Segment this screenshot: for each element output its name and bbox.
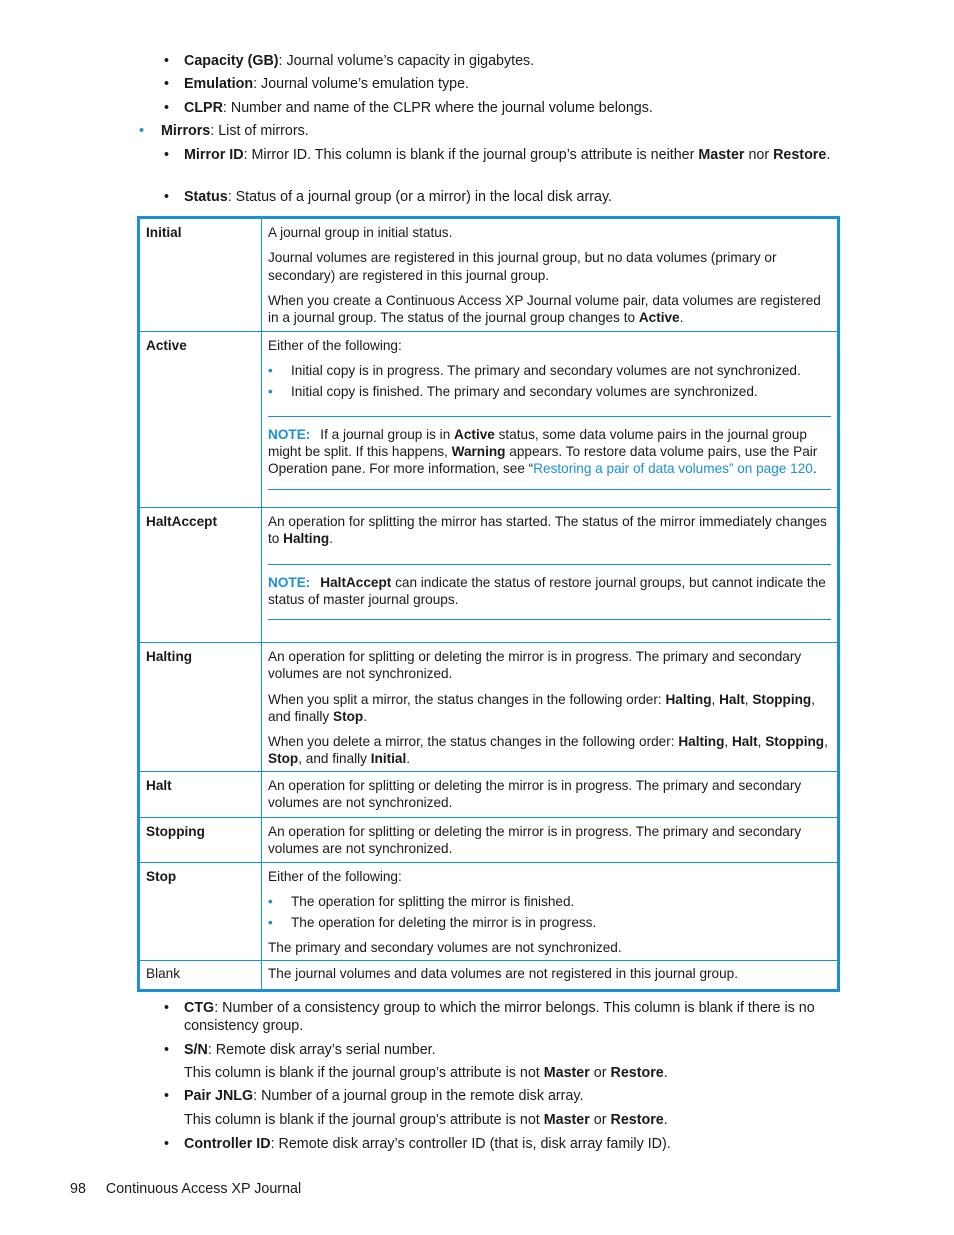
keyword: Halting bbox=[283, 531, 330, 547]
bullet-mirror-id bbox=[164, 146, 844, 164]
definition: : Journal volume’s capacity in gigabytes. bbox=[278, 53, 535, 69]
text: . bbox=[363, 708, 367, 724]
term: Controller ID bbox=[184, 1136, 271, 1152]
paragraph: An operation for splitting or deleting the mirror is in progress. The primary and secondary volumes are not synchronized. bbox=[268, 649, 802, 682]
paragraph: The journal volumes and data volumes are not registered in this journal group. bbox=[268, 966, 739, 981]
text: . bbox=[679, 310, 684, 325]
column-divider bbox=[261, 332, 262, 507]
bullet-clpr bbox=[164, 99, 844, 117]
paragraph: Either of the following: bbox=[268, 338, 402, 353]
bullet-dot: • bbox=[268, 894, 273, 910]
text: This column is blank if the journal group’s attribute is not bbox=[184, 1065, 544, 1081]
bullet-dot: • bbox=[164, 1000, 170, 1016]
definition: : Remote disk array’s controller ID (that is, disk array family ID). bbox=[270, 1136, 671, 1152]
note-label: NOTE: bbox=[268, 574, 311, 590]
text: appears. To restore data volume pairs, use the Pair Operation pane. For more information, see “ bbox=[268, 444, 818, 477]
status-description bbox=[268, 868, 831, 964]
text: Initial copy is finished. The primary and secondary volumes are synchronized. bbox=[291, 383, 758, 399]
paragraph: An operation for splitting or deleting the mirror is in progress. The primary and secondary volumes are not synchronized. bbox=[268, 778, 802, 811]
bullet-dot: • bbox=[164, 147, 170, 163]
status-name: HaltAccept bbox=[146, 514, 218, 529]
bullet-ctg bbox=[164, 999, 844, 1036]
text: When you create a Continuous Access XP Journal volume pair, data volumes are registered in a journal group. The status of the journal group changes to bbox=[268, 292, 821, 325]
definition: : Number of a consistency group to which the mirror belongs. This column is blank if there is no consistency group. bbox=[184, 1000, 815, 1035]
paragraph: Journal volumes are registered in this journal group, but no data volumes (primary or secondary) are registered in this journal group. bbox=[268, 250, 777, 283]
bullet-dot: • bbox=[164, 189, 170, 205]
note-box bbox=[268, 416, 831, 490]
text: , bbox=[711, 691, 720, 707]
status-name: Halt bbox=[146, 778, 172, 793]
status-description bbox=[268, 513, 831, 620]
table-row-initial bbox=[140, 219, 837, 332]
paragraph bbox=[268, 292, 831, 327]
definition: : Status of a journal group (or a mirror) in the local disk array. bbox=[227, 189, 613, 205]
column-divider bbox=[261, 643, 262, 771]
sn-note bbox=[184, 1064, 844, 1082]
keyword: HaltAccept bbox=[320, 574, 392, 590]
status-name: Blank bbox=[146, 966, 181, 981]
status-name: Halting bbox=[146, 649, 193, 664]
bullet-dot: • bbox=[164, 100, 170, 116]
table-row-stop bbox=[140, 863, 837, 961]
definition: : Mirror ID. This column is blank if the journal group’s attribute is neither bbox=[243, 147, 699, 163]
keyword: Stop bbox=[333, 708, 364, 724]
definition: : List of mirrors. bbox=[210, 123, 309, 139]
keyword: Halt bbox=[719, 691, 745, 707]
text: This column is blank if the journal group’s attribute is not bbox=[184, 1112, 544, 1128]
bullet-dot: • bbox=[164, 1136, 170, 1152]
text: can indicate the status of restore journal groups, but cannot indicate the status of master journal groups. bbox=[268, 574, 826, 607]
keyword: Stop bbox=[268, 751, 299, 767]
page-number: 98 bbox=[70, 1181, 86, 1197]
table-row-blank bbox=[140, 961, 837, 989]
bullet-dot: • bbox=[268, 914, 273, 930]
keyword: Halt bbox=[731, 734, 758, 749]
term: Emulation bbox=[184, 76, 254, 92]
text: , and finally bbox=[268, 691, 816, 724]
keyword: Warning bbox=[451, 444, 506, 459]
keyword: Master bbox=[543, 1065, 590, 1081]
paragraph bbox=[268, 691, 831, 726]
bullet-dot: • bbox=[268, 383, 273, 399]
text: , and finally bbox=[298, 751, 371, 767]
table-row-haltaccept bbox=[140, 508, 837, 643]
table-row-halting bbox=[140, 643, 837, 772]
column-divider bbox=[261, 508, 262, 642]
paragraph: The primary and secondary volumes are not synchronized. bbox=[268, 939, 622, 955]
bullet-emulation bbox=[164, 75, 844, 93]
text: The operation for deleting the mirror is in progress. bbox=[291, 914, 597, 930]
status-description bbox=[268, 823, 831, 866]
status-name: Active bbox=[146, 338, 187, 353]
text: , bbox=[744, 691, 753, 707]
text: When you split a mirror, the status changes in the following order: bbox=[268, 691, 666, 707]
definition: : Number and name of the CLPR where the journal volume belongs. bbox=[222, 100, 653, 116]
note-label: NOTE: bbox=[268, 426, 311, 442]
status-description bbox=[268, 777, 831, 820]
keyword: Master bbox=[698, 147, 745, 163]
bullet-dot: • bbox=[268, 363, 273, 379]
text: , bbox=[824, 734, 828, 749]
keyword: Stopping bbox=[765, 734, 825, 749]
text: . bbox=[663, 1065, 668, 1081]
table-row-stopping bbox=[140, 818, 837, 863]
term: Mirrors bbox=[161, 123, 211, 139]
status-name: Stop bbox=[146, 869, 177, 884]
pair-jnlg-note bbox=[184, 1111, 844, 1129]
term: S/N bbox=[184, 1042, 208, 1058]
text: or bbox=[589, 1112, 611, 1128]
status-table bbox=[137, 216, 840, 992]
bullet-dot: • bbox=[164, 53, 170, 69]
bullet-sn bbox=[164, 1041, 844, 1059]
column-divider bbox=[261, 961, 262, 989]
keyword: Stopping bbox=[752, 691, 812, 707]
status-description bbox=[268, 224, 831, 334]
definition: : Journal volume’s emulation type. bbox=[253, 76, 470, 92]
text: When you delete a mirror, the status changes in the following order: bbox=[268, 734, 679, 749]
bullet-dot: • bbox=[139, 123, 145, 139]
bullet-dot: • bbox=[164, 1042, 170, 1058]
definition: : Remote disk array’s serial number. bbox=[207, 1042, 436, 1058]
term: CTG bbox=[184, 1000, 215, 1016]
keyword: Master bbox=[543, 1112, 590, 1128]
status-name: Initial bbox=[146, 225, 182, 240]
bullet-dot: • bbox=[164, 76, 170, 92]
text: or bbox=[589, 1065, 611, 1081]
term: Pair JNLG bbox=[184, 1088, 254, 1104]
keyword: Active bbox=[638, 310, 680, 325]
bullet-dot: • bbox=[164, 1088, 170, 1104]
bullet-pair-jnlg bbox=[164, 1087, 844, 1105]
bullet-status bbox=[164, 188, 844, 206]
status-name: Stopping bbox=[146, 824, 205, 839]
text: . bbox=[663, 1112, 668, 1128]
definition: . bbox=[826, 147, 831, 163]
text: . bbox=[406, 751, 411, 767]
list-item bbox=[268, 383, 831, 400]
text: status, some data volume pairs in the journal group might be split. If this happens, bbox=[268, 426, 807, 459]
paragraph: Either of the following: bbox=[268, 869, 402, 884]
definition: : Number of a journal group in the remote disk array. bbox=[253, 1088, 584, 1104]
definition: nor bbox=[744, 147, 774, 163]
term: Capacity (GB) bbox=[184, 53, 279, 69]
keyword: Restore bbox=[773, 147, 827, 163]
footer-title: Continuous Access XP Journal bbox=[105, 1181, 302, 1197]
column-divider bbox=[261, 818, 262, 862]
list-item bbox=[268, 914, 831, 931]
list-item bbox=[268, 362, 831, 379]
column-divider bbox=[261, 863, 262, 960]
term: Status bbox=[184, 189, 228, 205]
text: An operation for splitting the mirror has started. The status of the mirror immediately changes to bbox=[268, 514, 827, 547]
bullet-mirrors bbox=[139, 122, 821, 140]
text: . bbox=[812, 461, 817, 477]
bullet-controller-id bbox=[164, 1135, 844, 1153]
list-item bbox=[268, 893, 831, 910]
note-box bbox=[268, 564, 831, 621]
term: CLPR bbox=[184, 100, 223, 116]
status-description bbox=[268, 337, 831, 490]
keyword: Active bbox=[454, 426, 495, 442]
keyword: Initial bbox=[370, 751, 407, 767]
bullet-capacity bbox=[164, 52, 844, 70]
text: . bbox=[329, 531, 333, 547]
text: , bbox=[757, 734, 766, 749]
status-description bbox=[268, 648, 831, 776]
status-description bbox=[268, 965, 831, 990]
paragraph: An operation for splitting or deleting the mirror is in progress. The primary and secondary volumes are not synchronized. bbox=[268, 824, 802, 857]
keyword: Restore bbox=[610, 1112, 664, 1128]
text: The operation for splitting the mirror is finished. bbox=[291, 894, 575, 910]
keyword: Halting bbox=[678, 734, 725, 749]
column-divider bbox=[261, 219, 262, 331]
table-row-halt bbox=[140, 772, 837, 818]
keyword: Restore bbox=[610, 1065, 664, 1081]
page-footer bbox=[70, 1180, 301, 1198]
keyword: Halting bbox=[665, 691, 712, 707]
text: Initial copy is in progress. The primary and secondary volumes are not synchronized. bbox=[291, 363, 801, 379]
text: If a journal group is in bbox=[320, 426, 455, 442]
paragraph: A journal group in initial status. bbox=[268, 225, 453, 240]
cross-reference-link[interactable]: Restoring a pair of data volumes” on page 120 bbox=[533, 461, 813, 477]
column-divider bbox=[261, 772, 262, 817]
text: , bbox=[724, 734, 732, 749]
paragraph bbox=[268, 733, 831, 768]
term: Mirror ID bbox=[184, 147, 244, 163]
paragraph bbox=[268, 513, 831, 548]
table-row-active bbox=[140, 332, 837, 508]
